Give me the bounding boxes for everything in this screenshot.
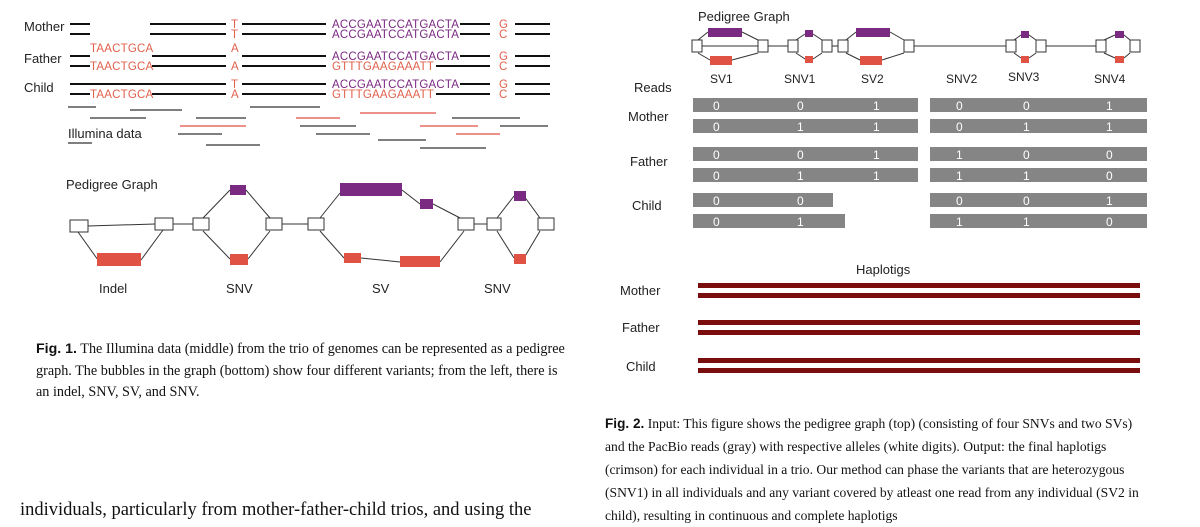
read-allele: 0 — [956, 194, 963, 208]
read-allele: 1 — [797, 169, 804, 183]
read-allele: 0 — [797, 194, 804, 208]
fig1-caption — [36, 339, 572, 404]
read-allele: 0 — [713, 99, 720, 113]
fig2 — [600, 0, 1200, 400]
read-bars — [693, 98, 1147, 228]
fig1-child-flank: TAACTGCA — [90, 89, 154, 101]
fig1-father-seq-1: ACCGAATCCATGACTA — [332, 51, 460, 63]
read-allele: 0 — [956, 120, 963, 134]
fig1-father-flank-1: TAACTGCA — [90, 43, 154, 55]
read-allele: 1 — [873, 169, 880, 183]
read-allele: 1 — [956, 215, 963, 229]
read-allele: 1 — [873, 120, 880, 134]
fig1-caption-title: Fig. 1. — [36, 341, 77, 357]
reads-label: Reads — [634, 80, 672, 95]
fig1-label-father: Father — [24, 51, 62, 66]
read-allele: 1 — [1023, 120, 1030, 134]
fig2-caption-text: Input: This figure shows the pedigree graph (top) (consisting of four SNVs and two SVs) and the PacBio reads (gray) with respective alleles (white digits). Output: the final haplotigs (crimson) for each individual in a trio. Our method can phase the variants that are heterozygous (SNV1) in all individuals and any variant covered by atleast one read from any individual (SV2 in child), resulting in continuous and complete haplotigs — [605, 416, 1139, 523]
read-allele: 1 — [797, 215, 804, 229]
read-allele: 0 — [1023, 194, 1030, 208]
fig1-child-allele-1: T — [231, 79, 239, 91]
read-allele: 0 — [1106, 215, 1113, 229]
read-allele: 0 — [713, 120, 720, 134]
fig1-father-seq-2: GTTTGAAGAAATT — [332, 61, 435, 73]
fig1-label-mother: Mother — [24, 19, 65, 34]
reads-father-label: Father — [630, 154, 668, 169]
fig1 — [0, 0, 600, 330]
haplotig-child-label: Child — [626, 359, 656, 374]
reads-child-label: Child — [632, 198, 662, 213]
fig2-variant-sv2: SV2 — [861, 72, 884, 86]
fig1-father-snv-1: G — [499, 51, 509, 63]
read-allele: 0 — [713, 215, 720, 229]
read-allele: 1 — [797, 120, 804, 134]
fig1-father-allele-1: A — [231, 43, 239, 55]
fig2-variant-sv1: SV1 — [710, 72, 733, 86]
read-allele: 1 — [1023, 169, 1030, 183]
fig1-variant-sv: SV — [372, 281, 390, 296]
fig1-father-allele-2: A — [231, 61, 239, 73]
fig1-mother-allele-2: T — [231, 29, 239, 41]
read-allele: 1 — [873, 99, 880, 113]
fig1-variant-snv-1: SNV — [226, 281, 253, 296]
fig2-graph-title: Pedigree Graph — [698, 9, 790, 24]
fig1-child-snv-2: C — [499, 89, 508, 101]
fig2-variant-snv1: SNV1 — [784, 72, 816, 86]
read-allele: 0 — [1023, 148, 1030, 162]
body-text: individuals, particularly from mother-father-child trios, and using the — [20, 500, 532, 520]
fig1-mother-snv-2: C — [499, 29, 508, 41]
read-allele: 0 — [797, 148, 804, 162]
read-allele: 0 — [1106, 148, 1113, 162]
read-allele: 1 — [1106, 120, 1113, 134]
read-allele: 1 — [873, 148, 880, 162]
fig1-mother-seq-2: ACCGAATCCATGACTA — [332, 29, 460, 41]
fig1-graph-nodes — [70, 183, 554, 267]
haplotig-mother-label: Mother — [620, 283, 661, 298]
fig2-caption-title: Fig. 2. — [605, 416, 645, 431]
read-allele: 1 — [956, 148, 963, 162]
fig1-caption-text: The Illumina data (middle) from the trio of genomes can be represented as a pedigree graph. The bubbles in the graph (bottom) show four different variants; from the left, there is an indel, SNV, SV, and SNV. — [36, 341, 565, 400]
read-allele: 0 — [713, 194, 720, 208]
read-allele: 0 — [1023, 99, 1030, 113]
haplotig-bars — [698, 283, 1140, 373]
read-allele: 0 — [797, 99, 804, 113]
read-allele: 0 — [713, 148, 720, 162]
illumina-label: Illumina data — [68, 126, 142, 141]
fig1-label-child: Child — [24, 80, 54, 95]
fig1-child-snv-1: G — [499, 79, 509, 91]
read-allele: 0 — [713, 169, 720, 183]
fig2-variant-snv2: SNV2 — [946, 72, 978, 86]
read-alleles — [713, 99, 1113, 229]
read-allele: 0 — [1106, 169, 1113, 183]
read-allele: 1 — [1106, 194, 1113, 208]
fig1-mother-snv-1: G — [499, 19, 509, 31]
fig1-father-snv-2: C — [499, 61, 508, 73]
fig1-child-allele-2: A — [231, 89, 239, 101]
fig1-mother-allele-1: T — [231, 19, 239, 31]
fig1-mother-seq-1: ACCGAATCCATGACTA — [332, 19, 460, 31]
haplotigs-label: Haplotigs — [856, 262, 911, 277]
read-allele: 1 — [1106, 99, 1113, 113]
read-allele: 0 — [956, 99, 963, 113]
fig2-variant-snv3: SNV3 — [1008, 70, 1040, 84]
fig2-variant-snv4: SNV4 — [1094, 72, 1126, 86]
fig2-caption — [605, 412, 1153, 527]
fig1-child-seq-2: GTTTGAAGAAATT — [332, 89, 435, 101]
fig1-variant-snv-2: SNV — [484, 281, 511, 296]
fig1-graph-title: Pedigree Graph — [66, 177, 158, 192]
fig1-child-seq-1: ACCGAATCCATGACTA — [332, 79, 460, 91]
fig1-variant-indel: Indel — [99, 281, 128, 296]
fig1-father-flank-2: TAACTGCA — [90, 61, 154, 73]
read-allele: 1 — [956, 169, 963, 183]
reads-mother-label: Mother — [628, 109, 669, 124]
haplotig-father-label: Father — [622, 320, 660, 335]
read-allele: 1 — [1023, 215, 1030, 229]
